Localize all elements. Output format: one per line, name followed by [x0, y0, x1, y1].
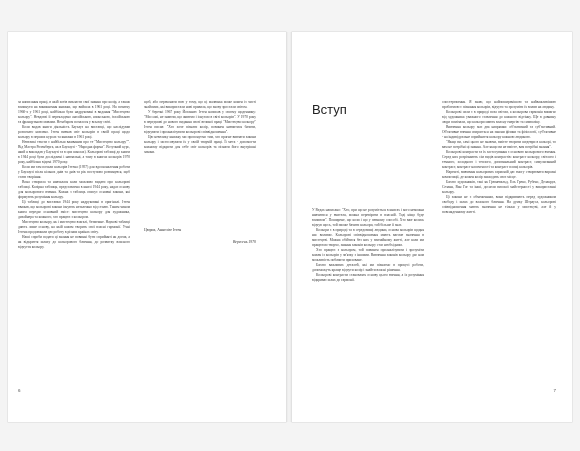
paragraph: Багато художників, такі як Грюневальд, Ель Греко, Рубенс, Делакруа, Сезанн, Ван Гог та інші, досягли високої майстерності у використанні кольору. [442, 180, 556, 194]
paragraph: Наші спроби подати ці знання не повинні бути сприйняті як догма, а як відкриття шляху до кольорового бачення, до розвитку власного відчуття кольору. [18, 235, 130, 249]
paragraph: Багато важливих деталей, які ми пізнаємо в процесі роботи, допоможуть краще відчути колір і знайти власні рішення. [312, 263, 424, 272]
paragraph: Ці таблиці до виставки 1944 року надруковані в оригіналі. Іттен вважав, що кольорові закони існують незалежно від стилю. Таким чином книга передає основний зміст: мистецтво кольору для художника, дизайнера та кожного, хто працює з кольором. [18, 200, 130, 219]
paragraph: Мистецтво кольору, як і мистецтво взагалі, безмежне. Наукові таблиці дають лише основу, на якій кожен творить свої власні гармонії. Учні Іттена продовжили цю роботу в різних країнах світу. [18, 220, 130, 234]
paragraph: Нарешті, вивчення кольорових гармоній дає змогу створювати виразні композиції, де кожен колір знаходить своє місце. [442, 170, 556, 179]
right-page [292, 32, 572, 422]
paragraph: Кольорові контрасти становлять основу цього вчення, а їх розуміння відкриває шлях до гармонії. [312, 273, 424, 282]
paragraph: щоб, або переконати всю у тому, що ці малюнка може кожен із чисті знайомих, які використали нові правила, що знову зростали світом. [144, 100, 256, 109]
paragraph: спостереження. Я знаю, що найпоширенішою та найважливішою проблемою є пізнання кольорів, відчути та зрозуміти їх вплив на людину. [442, 100, 556, 109]
paragraph: "Якщо ви, самі цього не знаючи, вмієте творити шедеври в кольорі, то вам не потрібні ці знання. Але якщо ви не вмієте, вам потрібні знання". [442, 140, 556, 149]
paragraph: Вона створила та навчалася коли можливо видати про кольорові таблиці. Колірна таблиця, представлена в книзі 1944 року, надає основу для кольорового вчення. Кожна з таблиць описує основні закони, які формують розуміння кольору. [18, 180, 130, 199]
paragraph: Ці закони не є обмеженням, вони відкривають перед художником свободу і шлях до власного бачення. На думку Штрауса, кольорові співвідношення мають значення не тільки у мистецтві, але й у повсякденному житті. [442, 195, 556, 214]
paragraph: Коли видав книги діяльність Баухауз на виставці, що наслідував розпочато новлено. Іттен вивчав світ кольорів в своїй праці щодо кольору в перших курсах та книжки в 1961 році. [18, 125, 130, 139]
right-column-2 [442, 100, 556, 400]
paragraph: Цю невелику книжку ми пропонуємо тим, хто прагне вивчати закони кольору і застосовувати їх у своїй творчій праці. Її мета - допомогти кожному відкрити для себе світ кольорів та пізнати його внутрішні закони. [144, 135, 256, 154]
page-number-left: 6 [18, 388, 21, 393]
chapter-heading: Вступ [312, 102, 347, 117]
paragraph: Невеликі тексти є найбільш вживаним про те "Мистецтво кольору"". Від Мастра Розенберга, як в Баухаузі - "Народна форма". Вступний курс, який я викладав у Баухаузі та в цих школах). Кольорові таблиці до книги в 1944 році були досліджені і навчальні, а тому в книгах кольорів 1970 року, найбільш відомі 1970 року. [18, 140, 130, 164]
right-column-1 [312, 208, 424, 388]
paragraph: Хто працює з кольором, той повинен проаналізувати і зрозуміти кожен із кольорів у зв'язку з іншими. Вивчення законів кольору дає нам можливість побачити приховане. [312, 248, 424, 262]
paragraph: Кольори є в природі та в середовищі людини, основа кольорів щодня нас впливає. Кольорові співвідношення мають вагоме значення в мистецтві. Можна обійтися без них у звичайному житті, але коли ми працюємо творчо, знання законів кольору стає необхідним. [312, 228, 424, 247]
signature: Цюрих, Аннелізе Іттен [144, 228, 182, 232]
page-number-right: 7 [553, 388, 556, 393]
paragraph: У березні 1967 року Йоганнес Іттен написав у своєму щоденнику: "Ми самі, не знаючи, що живемо і існуємо в світі кольорів". У 1970 року в передмові до нового видання своєї великої праці "Мистецтво кольору" Іттен писав: "Хто хоче пізнати колір, повинен навчитися бачити, відчувати і проаналізувати кольорові співвідношення". [144, 110, 256, 134]
paragraph: Кольорові сили є в природі поза світом, а кольорова гармонія вимагає від художника уважного ставлення до кожного відтінку. Ще в давнину люди помічали, що кольори мають власну енергію та символіку. [442, 110, 556, 124]
left-page [8, 32, 286, 422]
paragraph: У Ведах написано: "Хто, при що не розуміється в книгах і кого неможна навчитися у вчителя, можна перевірити в власній. Тоді ніщо буде впливом". Поширене, що коли і що у певному способі. Хто вже колись відчув щось, той зможе бачити кольори, той більше її знає. [312, 208, 424, 227]
date-line: Вересень 1970 [232, 240, 256, 244]
paragraph: Вивчення кольору має два напрямки: об'єктивний та суб'єктивний. Об'єктивне вчення спирається на закони фізики та фізіології, суб'єктивне - на індивідуальне сприйняття кольору кожною людиною. [442, 125, 556, 139]
paragraph: Кольорові контрасти та їх застосування є основою кольорового вчення. Серед них розрізняють сім видів контрастів: контраст кольору, світлого і темного, холодного і теплого, доповняльний контраст, симультанний контраст, контраст насиченості та контраст площі кольорів. [442, 150, 556, 169]
paragraph: за написання праці, в якій хотів викласти свої знання про колір, а також вплинути на виникнення книжки, що вийшла в 1961 році. На початку 1960-х у 1961 році, найбільш були надруковані в видання "Мистецтво кольору". Невдовзі її перекладено англійською, японською, італійською та французькою мовами. Незабаром почалося у всьому світі. [18, 100, 130, 124]
left-column-1 [18, 100, 130, 400]
paragraph: Коли ми там почали кольорів Іттена (1957) для вдосконалення роботи у Баухаузі після кількох днів та днів та рік поступово розвинувся, щоб стати творіння. [18, 165, 130, 179]
